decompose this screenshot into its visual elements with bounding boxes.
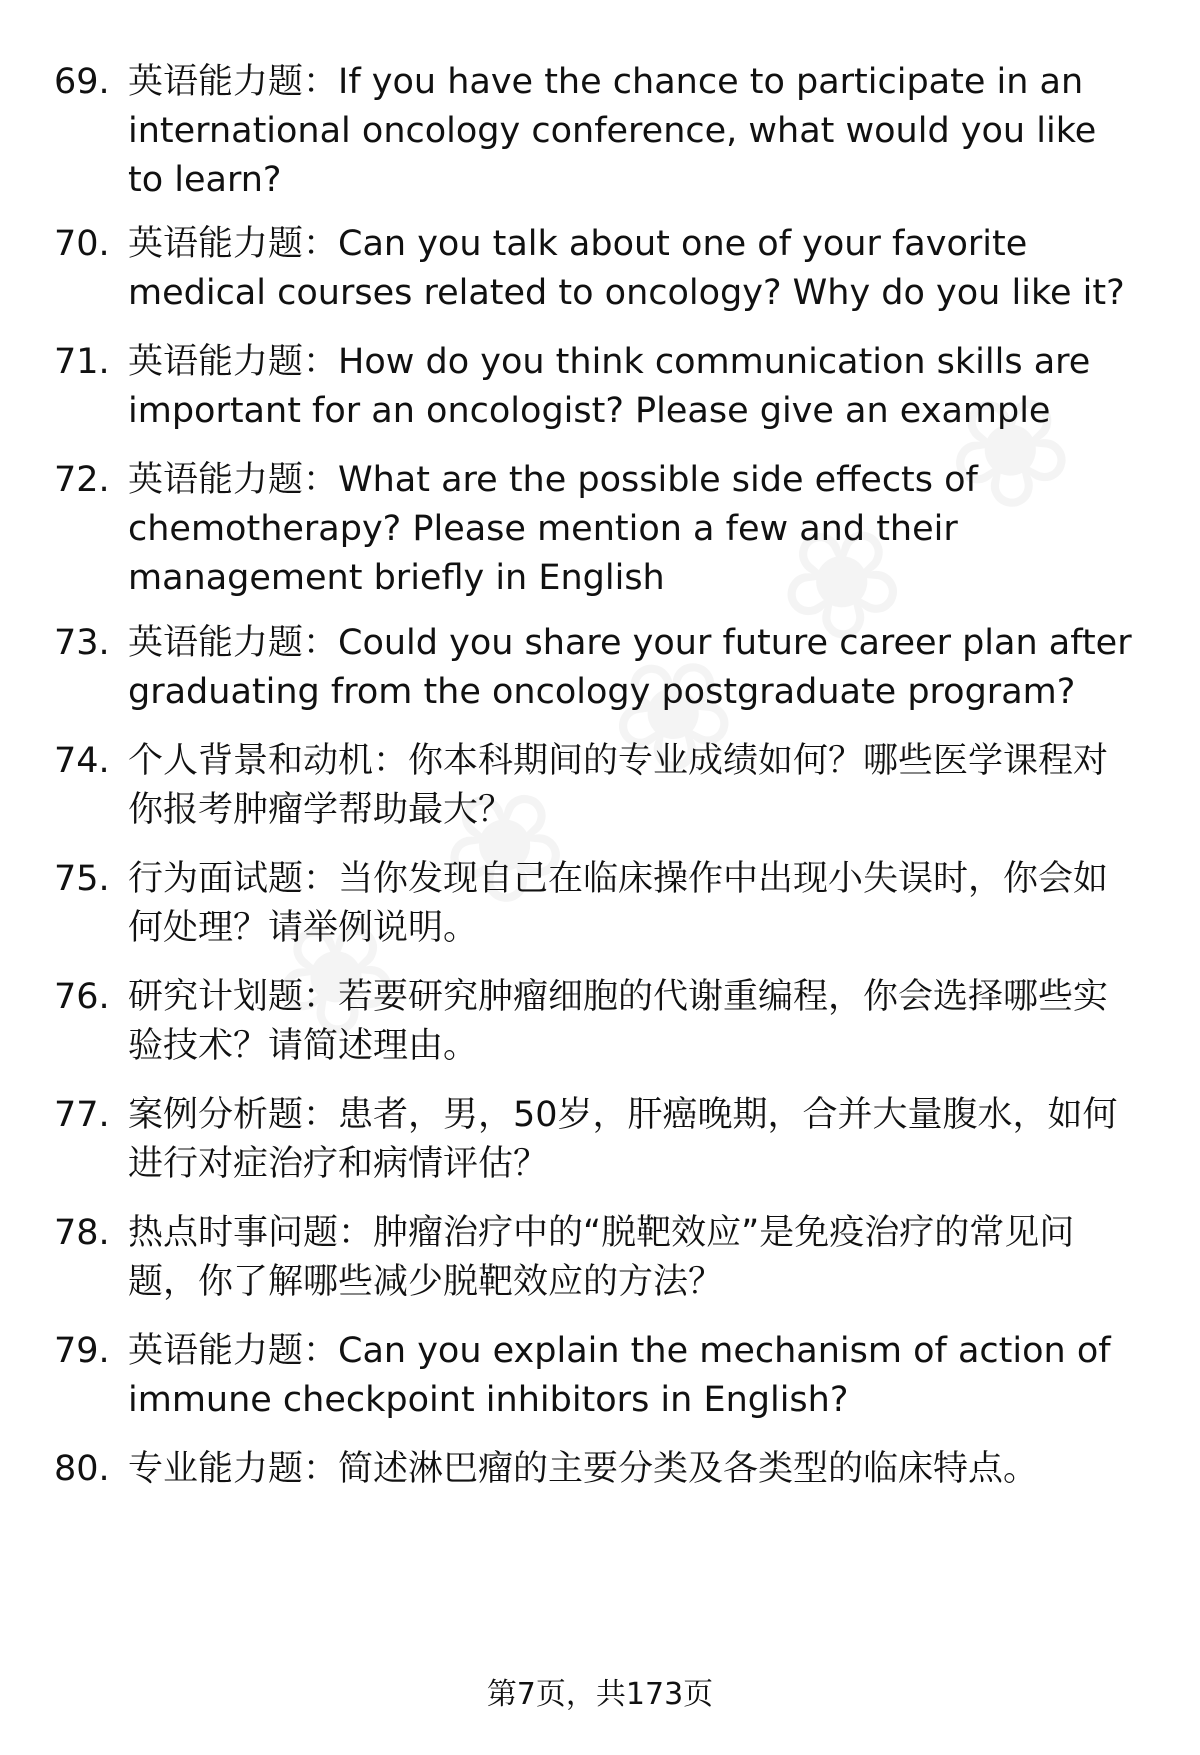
question-item xyxy=(0,737,1200,855)
question-number: 69. xyxy=(54,62,110,102)
question-number: 70. xyxy=(54,224,110,264)
question-number: 76. xyxy=(54,977,110,1017)
question-item xyxy=(0,855,1200,973)
question-item xyxy=(0,1445,1200,1505)
question-number: 74. xyxy=(54,741,110,781)
question-item xyxy=(0,619,1200,737)
page-footer: 第7页，共173页 xyxy=(486,1677,714,1712)
question-item xyxy=(0,338,1200,456)
question-text: 英语能力题：If you have the chance to participate in an international oncology conference, what would you like to learn? xyxy=(128,62,1097,200)
question-number: 78. xyxy=(54,1213,110,1253)
question-number: 72. xyxy=(54,460,110,500)
question-number: 80. xyxy=(54,1449,110,1489)
question-list xyxy=(0,58,1200,1505)
question-text: 专业能力题：简述淋巴瘤的主要分类及各类型的临床特点。 xyxy=(128,1449,1039,1489)
question-text: 英语能力题：Can you talk about one of your favorite medical courses related to oncology? Why do you like it? xyxy=(128,224,1125,313)
question-text: 个人背景和动机：你本科期间的专业成绩如何？哪些医学课程对你报考肿瘤学帮助最大？ xyxy=(128,741,1109,830)
question-item xyxy=(0,456,1200,619)
question-number: 73. xyxy=(54,623,110,663)
question-item xyxy=(0,973,1200,1091)
question-text: 行为面试题：当你发现自己在临床操作中出现小失误时，你会如何处理？请举例说明。 xyxy=(128,859,1109,948)
question-number: 79. xyxy=(54,1331,110,1371)
question-item xyxy=(0,1091,1200,1209)
question-text: 英语能力题：Could you share your future career plan after graduating from the oncology postgraduate program? xyxy=(128,623,1132,712)
question-number: 75. xyxy=(54,859,110,899)
question-text: 研究计划题：若要研究肿瘤细胞的代谢重编程，你会选择哪些实验技术？请简述理由。 xyxy=(128,977,1109,1066)
question-number: 71. xyxy=(54,342,110,382)
question-text: 英语能力题：Can you explain the mechanism of action of immune checkpoint inhibitors in English? xyxy=(128,1331,1111,1420)
question-item xyxy=(0,1327,1200,1445)
question-item xyxy=(0,1209,1200,1327)
question-text: 热点时事问题：肿瘤治疗中的“脱靶效应”是免疫治疗的常见问题，你了解哪些减少脱靶效应的方法？ xyxy=(128,1213,1075,1302)
question-text: 英语能力题：What are the possible side effects of chemotherapy? Please mention a few and their management briefly in English xyxy=(128,460,978,598)
question-number: 77. xyxy=(54,1095,110,1135)
question-item xyxy=(0,58,1200,220)
question-item xyxy=(0,220,1200,338)
question-text: 案例分析题：患者，男，50岁，肝癌晚期，合并大量腹水，如何进行对症治疗和病情评估？ xyxy=(128,1095,1118,1184)
question-text: 英语能力题：How do you think communication skills are important for an oncologist? Please give an example xyxy=(128,342,1091,431)
